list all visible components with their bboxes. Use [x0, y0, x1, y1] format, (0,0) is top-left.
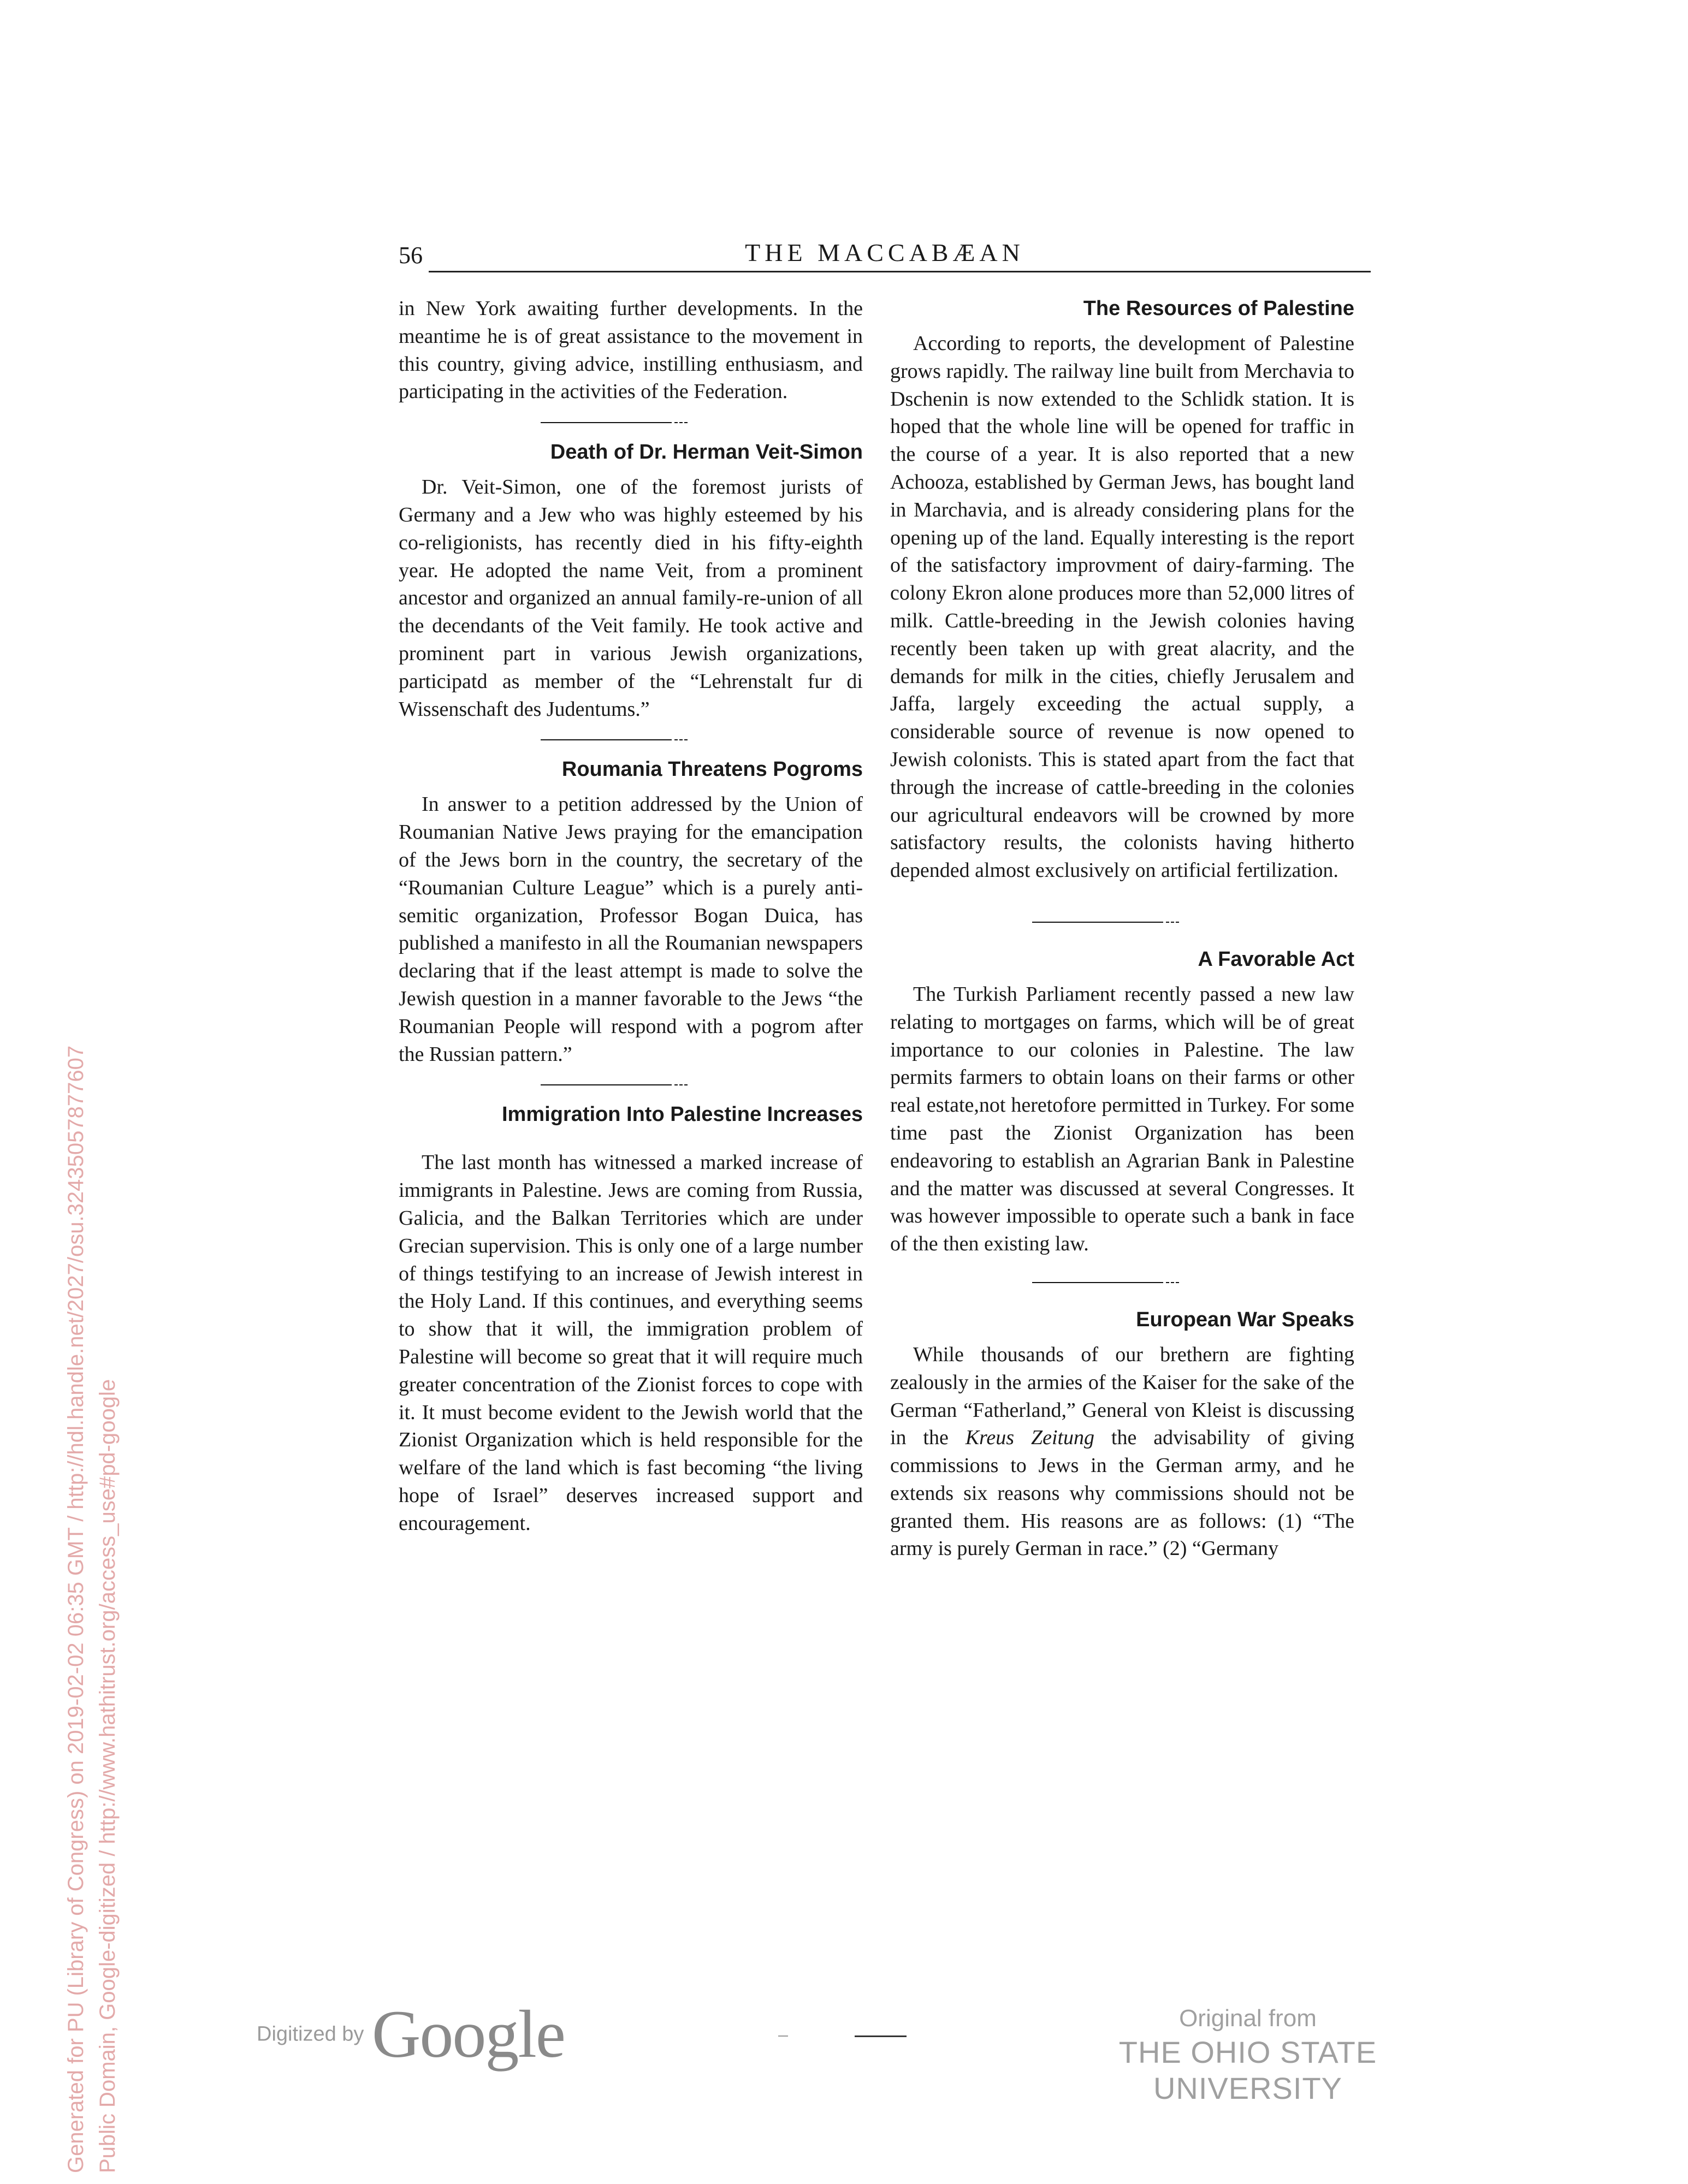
section-divider [399, 723, 863, 756]
section-divider [890, 905, 1354, 938]
watermark-line: Public Domain, Google-digitized / http://www.hathitrust.org/access_use#pd-google [96, 1379, 120, 2173]
article-body [890, 1341, 1354, 1563]
article-body: According to reports, the development of Palestine grows rapidly. The railway line built from Merchavia to Dschenin is now extended to the Schlidk station. It is hoped that the whole line will be opened for traffic in the course of a year. It is also reported that a new Achooza, established by German Jews, has bought land in Marchavia, and is already considering plans for the opening up of the land. Equally interesting is the report of the satisfactory improvment of dairy-farming. The colony Ekron alone produces more than 52,000 litres of milk. Cattle-breeding in the Jewish colonies having recently been taken up with great alacrity, and the demands for milk in the cities, chiefly Jerusalem and Jaffa, largely exceeding the actual supply, a considerable source of revenue is now opened to Jewish colonists. This is stated apart from the fact that through the increase of cattle-breeding in the colonies our agricultural endeavors will be crowned by more satisfactory results, the colonists having hitherto depended almost exclusively on artificial fertilization. [890, 332, 1354, 882]
article-body-text: While thousands of our brethern are fighting zealously in the armies of the Kaiser for the sake of the German “Fatherland,” General von Kleist is discussing in the [890, 1343, 1354, 1450]
article-heading: European War Speaks [1136, 1308, 1354, 1331]
intro-paragraph: in New York awaiting further developments. In the meantime he is of great assistance to the movement in this country, giving advice, instilling enthusiasm, and participating in the activities of the Federation. [399, 297, 863, 403]
section-divider [890, 1266, 1354, 1298]
article-heading: Immigration Into Palestine Increases [502, 1103, 863, 1126]
original-source [1049, 2003, 1447, 2106]
article-heading: The Resources of Palestine [1083, 297, 1354, 320]
section-divider [399, 1068, 863, 1101]
article-heading: A Favorable Act [1198, 947, 1354, 971]
hathitrust-watermark [60, 1046, 123, 2173]
article-heading: Roumania Threatens Pogroms [561, 758, 863, 781]
article-body: The last month has witnessed a marked increase of immigrants in Palestine. Jews are coming from Russia, Galicia, and the Balkan Territories which are under Grecian supervision. This is only one of a large number of things testifying to an increase of Jewish interest in the Holy Land. If this continues, and everything seems to show that it will, the immigration problem of Palestine will become so great that it will require much greater concentration of the Zionist forces to cope with it. It must become evident to the Jewish world that the Zionist Organization which is held responsible for the welfare of the land which is fast becoming “the living hope of Israel” deserves increased support and encouragement. [399, 1151, 863, 1535]
header-rule [429, 271, 1371, 272]
section-divider [399, 406, 863, 438]
article-body: The Turkish Parliament recently passed a new law relating to mortgages on farms, which will be of great importance to our colonies in Palestine. The law permits farmers to obtain loans on their farms or other real estate,not heretofore permitted in Turkey. For some time past the Zionist Organization has been endeavoring to establish an Agrarian Bank in Palestine and the matter was discussed at several Congresses. It was however impossible to operate such a bank in face of the then existing law. [890, 982, 1354, 1256]
watermark-line: Generated for PU (Library of Congress) on 2019-02-02 06:35 GMT / http://hdl.handle.net/2027/osu.32435057877607 [64, 1045, 88, 2173]
page-number: 56 [399, 242, 423, 269]
digitized-by-google [257, 1996, 565, 2073]
left-column [399, 295, 863, 1537]
article-body-text: the advisability of giving commissions to Jews in the German army, and he extends six reasons why commissions should not be granted them. His reasons are as follows: (1) “The army is purely German in race.” (2) “Germany [890, 1426, 1354, 1560]
google-logo: Google [371, 1997, 565, 2072]
running-title: THE MACCABÆAN [745, 239, 1024, 266]
original-from-label: Original from [1179, 2005, 1317, 2032]
scan-mark [778, 2035, 788, 2037]
newspaper-title: Kreus Zeitung [965, 1426, 1095, 1450]
article-body: Dr. Veit-Simon, one of the foremost jurists of Germany and a Jew who was highly esteemed by his co-religionists, has recently died in his fifty-eighth year. He adopted the name Veit, from a prominent ancestor and organized an annual family-re-union of all the decendants of the Veit family. He took active and prominent part in various Jewish organizations, participatd as member of the “Lehrenstalt fur di Wissenschaft des Judentums.” [399, 476, 863, 721]
institution-name: THE OHIO STATE UNIVERSITY [1118, 2035, 1377, 2105]
article-body: In answer to a petition addressed by the Union of Roumanian Native Jews praying for the emancipation of the Jews born in the country, the secretary of the “Roumanian Culture League” which is a purely anti-semitic organization, Professor Bogan Duica, has published a manifesto in all the Roumanian newspapers declaring that if the least attempt is made to solve the Jewish question in a manner favorable to the Jews “the Roumanian People will respond with a pogrom after the Russian pattern.” [399, 793, 863, 1066]
digitized-by-label: Digitized by [257, 2022, 364, 2046]
right-column [890, 295, 1354, 1563]
page-header [399, 229, 1371, 273]
article-heading: Death of Dr. Herman Veit-Simon [550, 441, 863, 464]
scan-mark [855, 2035, 907, 2037]
